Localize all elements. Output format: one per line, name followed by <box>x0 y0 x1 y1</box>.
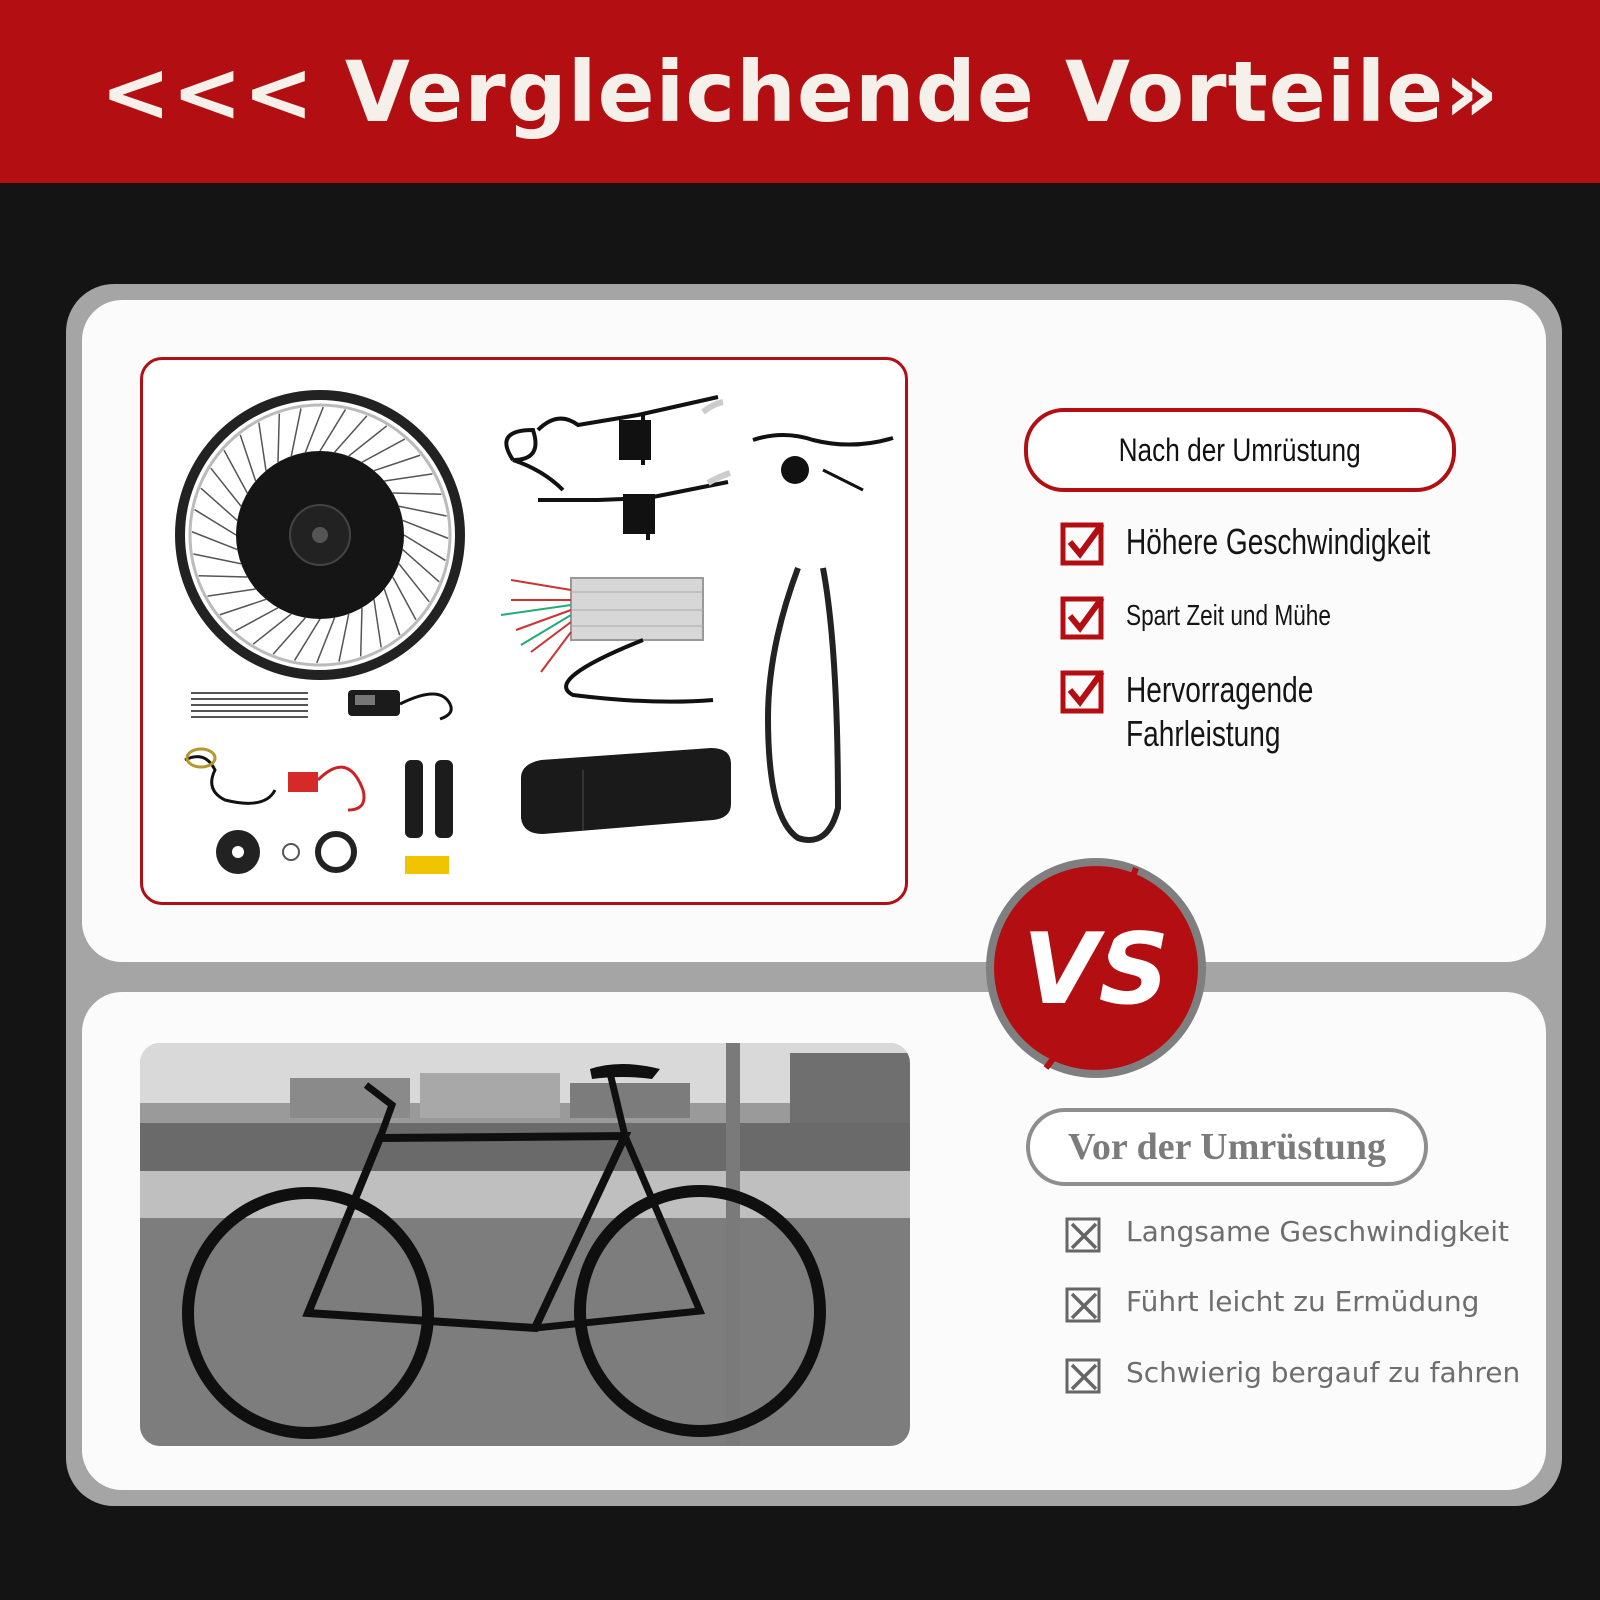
before-conversion-label: Vor der Umrüstung <box>1026 1108 1428 1186</box>
list-item: Schwierig bergauf zu fahren <box>1064 1355 1520 1395</box>
vs-text: VS <box>1022 913 1170 1027</box>
list-item: Langsame Geschwindigkeit <box>1064 1214 1509 1254</box>
cable-ties <box>191 693 308 717</box>
battery-bag <box>521 748 731 834</box>
list-item: Höhere Geschwindigkeit <box>1060 520 1516 566</box>
battery-cable <box>768 568 838 840</box>
list-item: Spart Zeit und Mühe <box>1060 594 1389 640</box>
checkbox-crossed-icon <box>1064 1214 1104 1254</box>
checkbox-checked-icon <box>1060 668 1106 714</box>
lcd-display <box>348 690 451 719</box>
controller-box <box>501 578 713 702</box>
connector <box>405 856 449 874</box>
thumb-throttle <box>753 435 893 490</box>
pas-disc <box>216 830 354 874</box>
grips <box>405 760 453 838</box>
brake-levers <box>506 397 730 540</box>
bicycle-photo <box>140 1043 910 1446</box>
page-title: <<< Vergleichende Vorteile» <box>100 42 1500 141</box>
advantage-line-1: Hervorragende <box>1126 669 1314 710</box>
fuse-cable <box>288 767 364 810</box>
hub-motor-wheel <box>180 395 460 675</box>
after-conversion-label: Nach der Umrüstung <box>1024 408 1456 492</box>
list-item <box>1060 668 1366 756</box>
list-item: Führt leicht zu Ermüdung <box>1064 1284 1479 1324</box>
vs-badge <box>986 858 1206 1078</box>
checkbox-checked-icon <box>1060 520 1106 566</box>
conversion-kit-image <box>140 357 908 905</box>
advantage-line-2: Fahrleistung <box>1126 713 1281 754</box>
checkbox-checked-icon <box>1060 594 1106 640</box>
checkbox-crossed-icon <box>1064 1284 1104 1324</box>
header-banner <box>0 0 1600 183</box>
checkbox-crossed-icon <box>1064 1355 1104 1395</box>
pas-sensor-cable <box>185 749 275 803</box>
